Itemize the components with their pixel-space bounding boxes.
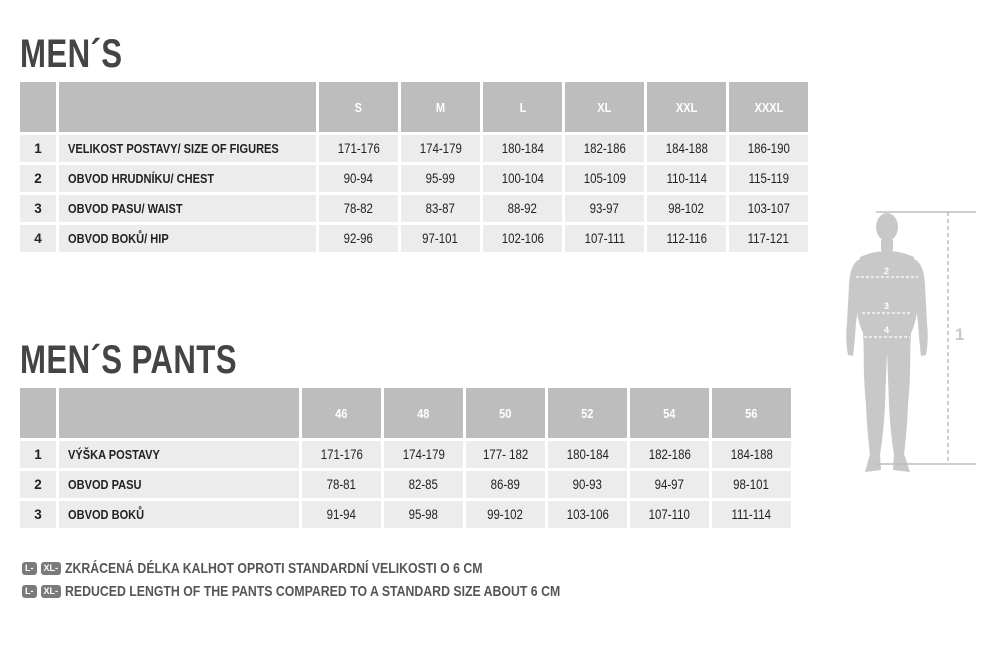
size-cell: 182-186 (630, 441, 709, 468)
size-cell: 95-99 (401, 165, 480, 192)
header-size: L (483, 82, 562, 132)
size-cell: 112-116 (647, 225, 726, 252)
header-size: 54 (630, 388, 709, 438)
marker-1: 1 (955, 325, 965, 344)
header-blank-num (20, 82, 56, 132)
size-cell: 177- 182 (466, 441, 545, 468)
row-label: VÝŠKA POSTAVY (59, 441, 299, 468)
table-row (20, 501, 791, 528)
size-cell: 92-96 (319, 225, 398, 252)
size-tag-l: L- (22, 562, 37, 575)
size-tag-xl: XL- (41, 562, 62, 575)
header-size: XXL (647, 82, 726, 132)
header-size: 50 (466, 388, 545, 438)
size-cell: 100-104 (483, 165, 562, 192)
header-size: M (401, 82, 480, 132)
marker-4: 4 (884, 325, 890, 335)
body-silhouette (846, 213, 928, 472)
note-shortened-length-en (22, 582, 669, 600)
size-cell: 180-184 (548, 441, 627, 468)
size-cell: 90-93 (548, 471, 627, 498)
header-row (20, 82, 808, 132)
size-cell: 86-89 (466, 471, 545, 498)
header-size: 46 (302, 388, 381, 438)
size-cell: 174-179 (384, 441, 463, 468)
header-blank-label (59, 82, 316, 132)
row-label: OBVOD BOKŮ/ HIP (59, 225, 316, 252)
body-measurement-figure (840, 205, 985, 485)
header-row (20, 388, 791, 438)
size-cell: 98-101 (712, 471, 791, 498)
note-shortened-length-cz (22, 559, 574, 577)
size-cell: 98-102 (647, 195, 726, 222)
row-number: 1 (20, 135, 56, 162)
size-cell: 115-119 (729, 165, 808, 192)
header-size: 52 (548, 388, 627, 438)
human-figure-icon (840, 205, 985, 485)
note-text: ZKRÁCENÁ DÉLKA KALHOT OPROTI STANDARDNÍ VELIKOSTI O 6 CM (65, 559, 483, 577)
size-cell: 174-179 (401, 135, 480, 162)
size-cell: 103-107 (729, 195, 808, 222)
size-cell: 99-102 (466, 501, 545, 528)
size-cell: 117-121 (729, 225, 808, 252)
header-size: S (319, 82, 398, 132)
row-label: VELIKOST POSTAVY/ SIZE OF FIGURES (59, 135, 316, 162)
header-blank-num (20, 388, 56, 438)
size-cell: 97-101 (401, 225, 480, 252)
row-label: OBVOD PASU (59, 471, 299, 498)
mens-pants-size-table (17, 385, 794, 531)
table-row (20, 165, 808, 192)
table-row (20, 471, 791, 498)
table-row (20, 135, 808, 162)
size-cell: 171-176 (319, 135, 398, 162)
size-cell: 180-184 (483, 135, 562, 162)
size-cell: 82-85 (384, 471, 463, 498)
header-size: XL (565, 82, 644, 132)
size-cell: 94-97 (630, 471, 709, 498)
note-text: REDUCED LENGTH OF THE PANTS COMPARED TO A STANDARD SIZE ABOUT 6 CM (65, 582, 561, 600)
size-cell: 107-111 (565, 225, 644, 252)
size-cell: 184-188 (712, 441, 791, 468)
row-number: 2 (20, 471, 56, 498)
size-cell: 93-97 (565, 195, 644, 222)
header-blank-label (59, 388, 299, 438)
size-cell: 78-81 (302, 471, 381, 498)
size-cell: 91-94 (302, 501, 381, 528)
size-cell: 111-114 (712, 501, 791, 528)
size-cell: 83-87 (401, 195, 480, 222)
size-cell: 88-92 (483, 195, 562, 222)
size-cell: 107-110 (630, 501, 709, 528)
size-cell: 105-109 (565, 165, 644, 192)
header-size: XXXL (729, 82, 808, 132)
mens-pants-title: MEN´S PANTS (20, 338, 237, 382)
size-cell: 103-106 (548, 501, 627, 528)
table-row (20, 195, 808, 222)
size-cell: 171-176 (302, 441, 381, 468)
size-tag-l: L- (22, 585, 37, 598)
size-cell: 78-82 (319, 195, 398, 222)
size-cell: 90-94 (319, 165, 398, 192)
header-size: 48 (384, 388, 463, 438)
size-cell: 95-98 (384, 501, 463, 528)
size-cell: 184-188 (647, 135, 726, 162)
size-cell: 182-186 (565, 135, 644, 162)
row-label: OBVOD HRUDNÍKU/ CHEST (59, 165, 316, 192)
size-tag-xl: XL- (41, 585, 62, 598)
table-row (20, 441, 791, 468)
row-number: 1 (20, 441, 56, 468)
marker-2: 2 (884, 266, 890, 276)
row-number: 2 (20, 165, 56, 192)
size-cell: 186-190 (729, 135, 808, 162)
table-row (20, 225, 808, 252)
marker-3: 3 (884, 301, 890, 311)
size-cell: 102-106 (483, 225, 562, 252)
row-number: 3 (20, 501, 56, 528)
mens-title: MEN´S (20, 32, 123, 76)
row-label: OBVOD BOKŮ (59, 501, 299, 528)
row-number: 4 (20, 225, 56, 252)
row-label: OBVOD PASU/ WAIST (59, 195, 316, 222)
mens-size-table (17, 79, 811, 255)
size-cell: 110-114 (647, 165, 726, 192)
row-number: 3 (20, 195, 56, 222)
header-size: 56 (712, 388, 791, 438)
